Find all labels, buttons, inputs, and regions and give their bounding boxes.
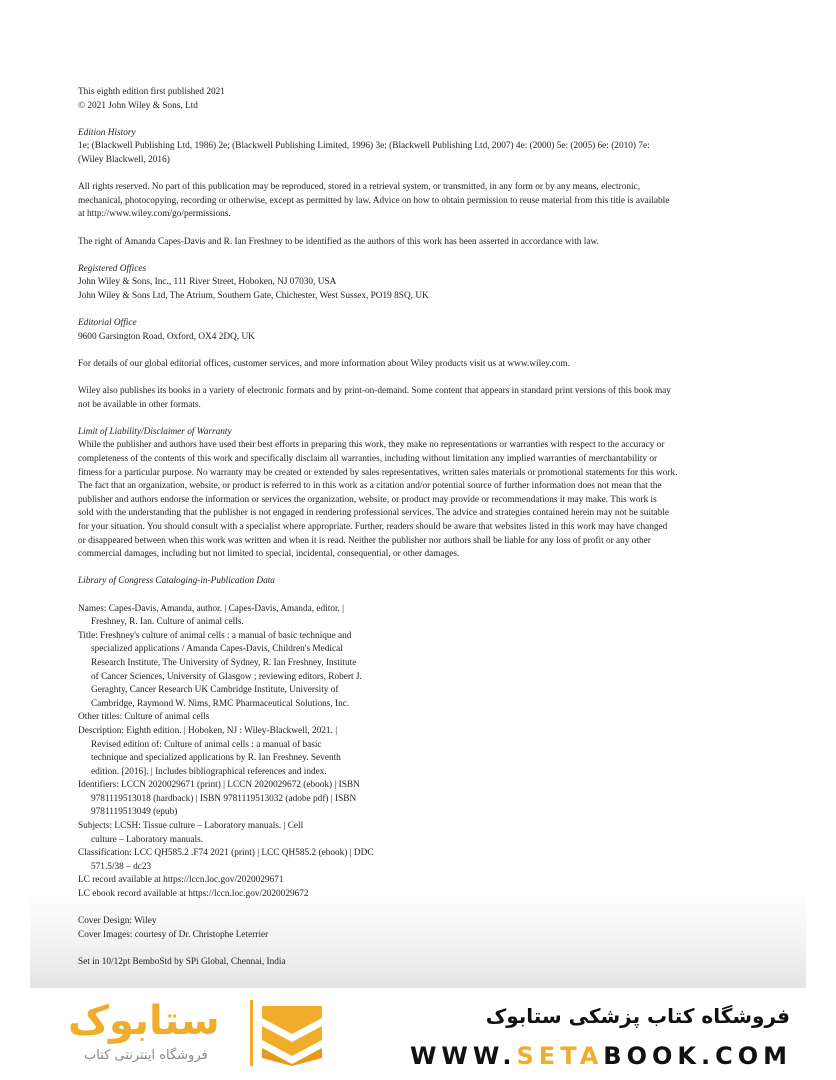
cip-line: Names: Capes-Davis, Amanda, author. | Capes-Davis, Amanda, editor. | [78,603,345,614]
cip-line: Revised edition of: Culture of animal cells : a manual of basic [91,739,322,750]
liability-line: commercial damages, including but not limited to special, incidental, consequential, or other damages. [78,549,460,560]
edition-history-line: 1e; (Blackwell Publishing Ltd, 1986) 2e; (Blackwell Publishing Limited, 1996) 3e; (Blackwell Publishing Ltd, 2007) 4e: (2000) 5e: (2005) 6e: (2010) 7e: [78,141,650,152]
site-prefix: WWW. [409,1042,517,1070]
logo-subtitle: فروشگاه اینترنتی کتاب [84,1048,208,1063]
office-line: John Wiley & Sons Ltd, The Atrium, Southern Gate, Chichester, West Sussex, PO19 8SQ, UK [78,290,429,301]
cip-line: edition. [2016]. | Includes bibliographical references and index. [91,766,327,777]
formats-line: not be available in other formats. [78,399,201,410]
cip-line: 9781119513018 (hardback) | ISBN 9781119513032 (adobe pdf) | ISBN [91,793,357,804]
office-line: John Wiley & Sons, Inc., 111 River Street, Hoboken, NJ 07030, USA [78,277,337,288]
editorial-office-heading: Editorial Office [78,318,137,329]
cip-heading: Library of Congress Cataloging-in-Publication Data [78,576,275,587]
authors-right-line: The right of Amanda Capes-Davis and R. Ian Freshney to be identified as the authors of this work has been asserted in accordance with law. [78,236,599,247]
liability-line: for your situation. You should consult with a specialist where appropriate. Further, readers should be aware that websites listed in this work may have changed [78,522,668,532]
copyright-block [78,86,766,113]
liability-line: or disappeared between when this work was written and when it is read. Neither the publisher nor authors shall be liable for any loss of profit or any other [78,535,651,546]
registered-offices-heading: Registered Offices [78,263,147,274]
cip-line: specialized applications / Amanda Capes-Davis, Children's Medical [91,644,343,655]
editorial-office [78,317,766,344]
cip-line: Freshney, R. Ian. Culture of animal cells. [91,617,244,628]
registered-offices [78,263,766,304]
details-statement [78,358,766,372]
liability-line: sold with the understanding that the publisher is not engaged in rendering professional services. The advice and strategies contained herein may not be suitable [78,508,670,519]
cip-subjects [78,820,766,847]
authors-right [78,236,766,250]
cip-description [78,725,766,779]
cip-line: 571.5/38 – dc23 [91,861,152,872]
liability-line: While the publisher and authors have used their best efforts in preparing this work, they make no representations or warranties with respect to the accuracy or [78,440,665,451]
edition-history-heading: Edition History [78,127,136,138]
chevron-logo-icon [250,1000,330,1066]
cip-data [78,603,766,902]
book-page [30,0,806,988]
cip-line: Title: Freshney's culture of animal cells : a manual of basic technique and [78,630,352,641]
cip-line: Description: Eighth edition. | Hoboken, NJ : Wiley-Blackwell, 2021. | [78,725,338,736]
cip-names [78,603,766,630]
cip-line: Research Institute, The University of Sydney, R. Ian Freshney, Institute [91,657,357,668]
typeset-line: Set in 10/12pt BemboStd by SPi Global, Chennai, India [78,957,286,967]
copyright-line: © 2021 John Wiley & Sons, Ltd [78,100,198,111]
cip-classification [78,847,766,874]
lc-ebook-record-link: LC ebook record available at https://lccn.loc.gov/2020029672 [78,889,309,900]
cip-other-titles: Other titles: Culture of animal cells [78,712,210,723]
cip-line: culture – Laboratory manuals. [91,834,204,845]
cip-line: Cambridge, Raymond W. Nims, RMC Pharmaceutical Solutions, Inc. [91,698,350,709]
liability-line: completeness of the contents of this work and specifically disclaim all warranties, including without limitation any implied warranties of merchantability or [78,454,658,465]
cip-line: Geraghty, Cancer Research UK Cambridge Institute, University of [91,685,339,696]
cip-line: Classification: LCC QH585.2 .F74 2021 (print) | LCC QH585.2 (ebook) | DDC [78,848,374,859]
cip-heading-block [78,575,766,589]
setabook-logo [66,998,336,1070]
formats-statement [78,385,766,412]
cover-design: Cover Design: Wiley [78,916,157,927]
cip-line: Subjects: LCSH: Tissue culture – Laboratory manuals. | Cell [78,821,304,832]
edition-history-line: (Wiley Blackwell, 2016) [78,154,170,165]
edition-line: This eighth edition first published 2021 [78,87,225,97]
rights-line: at http://www.wiley.com/go/permissions. [78,209,231,220]
typeset-note [78,956,766,970]
liability-line: fitness for a particular purpose. No warranty may be created or extended by sales representatives, written sales materials or promotional statements for this work. [78,467,678,478]
rights-line: All rights reserved. No part of this publication may be reproduced, stored in a retrieval system, or transmitted, in any form or by any means, electronic, [78,182,641,193]
cip-line: technique and specialized applications by R. Ian Freshney. Seventh [91,753,341,764]
logo-wordmark: ستابوک [68,998,220,1044]
copyright-page-content [78,86,766,970]
cover-images: Cover Images: courtesy of Dr. Christophe Leterrier [78,929,269,940]
rights-statement [78,181,766,222]
cip-line: Identifiers: LCCN 2020029671 (print) | LCCN 2020029672 (ebook) | ISBN [78,780,360,791]
cover-credits [78,915,766,942]
details-line: For details of our global editorial offices, customer services, and more information about Wiley products visit us at www.wiley.com. [78,358,570,369]
watermark-footer [0,988,836,1080]
site-suffix: BOOK.COM [603,1042,792,1070]
cip-identifiers [78,779,766,820]
liability-line: publisher and authors endorse the information or services the organization, website, or product may provide or recommendations it may make. This work is [78,494,657,505]
store-title: فروشگاه کتاب پزشکی ستابوک [485,1004,790,1028]
store-website[interactable] [410,1042,792,1070]
edition-history [78,127,766,168]
liability-heading: Limit of Liability/Disclaimer of Warranty [78,426,232,437]
liability-disclaimer [78,426,766,562]
rights-line: mechanical, photocopying, recording or otherwise, except as permitted by law. Advice on how to obtain permission to reuse material from this title is available [78,195,670,206]
lc-record-link: LC record available at https://lccn.loc.gov/2020029671 [78,875,284,886]
cip-line: 9781119513049 (epub) [91,807,178,818]
formats-line: Wiley also publishes its books in a variety of electronic formats and by print-on-demand. Some content that appears in standard print versions of this book may [78,386,671,397]
site-accent: SETA [516,1042,604,1070]
liability-line: The fact that an organization, website, or product is referred to in this work as a citation and/or potential source of further information does not mean that the [78,481,662,492]
office-line: 9600 Garsington Road, Oxford, OX4 2DQ, UK [78,331,255,342]
cip-title [78,630,766,712]
cip-line: of Cancer Sciences, University of Glasgow ; reviewing editors, Robert J. [91,671,362,682]
